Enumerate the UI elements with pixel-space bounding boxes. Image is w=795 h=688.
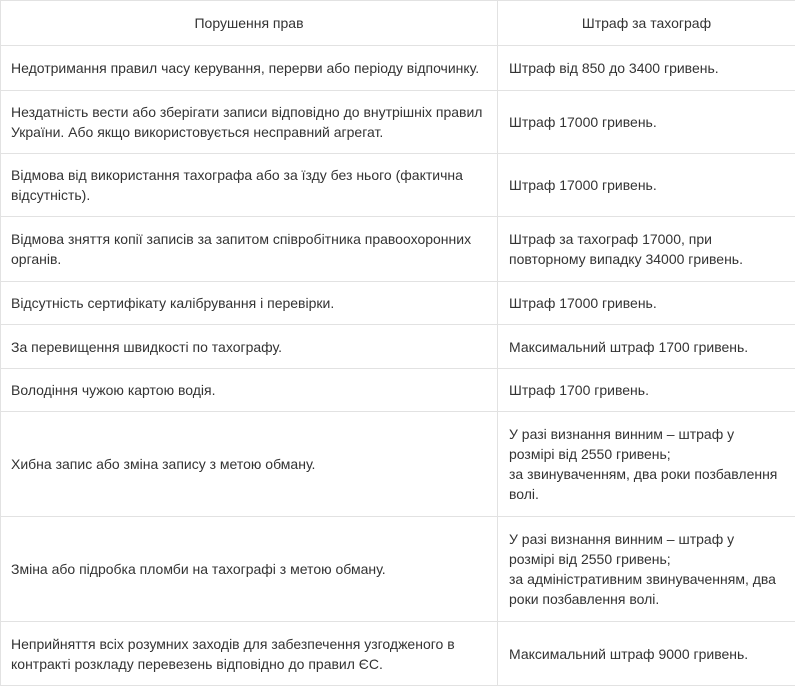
table-row [1,622,795,686]
violation-cell: Відсутність сертифікату калібрування і перевірки. [1,282,498,325]
violation-cell: Нездатність вести або зберігати записи відповідно до внутрішніх правил України. Або якщо використовується несправний агрегат. [1,91,498,154]
fine-cell: Штраф 1700 гривень. [498,369,795,412]
violation-cell: Хибна запис або зміна запису з метою обману. [1,412,498,517]
header-violation: Порушення прав [1,1,498,46]
table-row [1,282,795,325]
table-row [1,91,795,154]
table-header-row [1,1,795,46]
violation-cell: Відмова зняття копії записів за запитом співробітника правоохоронних органів. [1,217,498,282]
violation-cell: Неприйняття всіх розумних заходів для забезпечення узгодженого в контракті розкладу перевезень відповідно до правил ЄС. [1,622,498,686]
fine-cell [498,517,795,622]
fine-line: У разі визнання винним – штраф у розмірі від 2550 гривень; [509,426,735,462]
fine-cell: Максимальний штраф 9000 гривень. [498,622,795,686]
fine-cell: Штраф 17000 гривень. [498,282,795,325]
violation-cell: Зміна або підробка пломби на тахографі з метою обману. [1,517,498,622]
fine-cell: Штраф 17000 гривень. [498,91,795,154]
table-row [1,325,795,369]
violation-cell: За перевищення швидкості по тахографу. [1,325,498,369]
table-row [1,217,795,282]
fine-line: У разі визнання винним – штраф у розмірі від 2550 гривень; [509,531,735,567]
fine-cell: Штраф за тахограф 17000, при повторному випадку 34000 гривень. [498,217,795,282]
table-row [1,46,795,91]
fine-cell: Максимальний штраф 1700 гривень. [498,325,795,369]
violation-cell: Відмова від використання тахографа або за їзду без нього (фактична відсутність). [1,154,498,217]
table-row [1,517,795,622]
violation-cell: Недотримання правил часу керування, перерви або періоду відпочинку. [1,46,498,91]
fine-cell [498,412,795,517]
table-row [1,412,795,517]
fine-cell: Штраф 17000 гривень. [498,154,795,217]
table-row [1,154,795,217]
header-fine: Штраф за тахограф [498,1,795,46]
fine-line: за звинуваченням, два роки позбавлення волі. [509,466,778,502]
fine-line: за адміністративним звинуваченням, два роки позбавлення волі. [509,571,776,607]
table-row [1,369,795,412]
fine-cell: Штраф від 850 до 3400 гривень. [498,46,795,91]
violation-cell: Володіння чужою картою водія. [1,369,498,412]
